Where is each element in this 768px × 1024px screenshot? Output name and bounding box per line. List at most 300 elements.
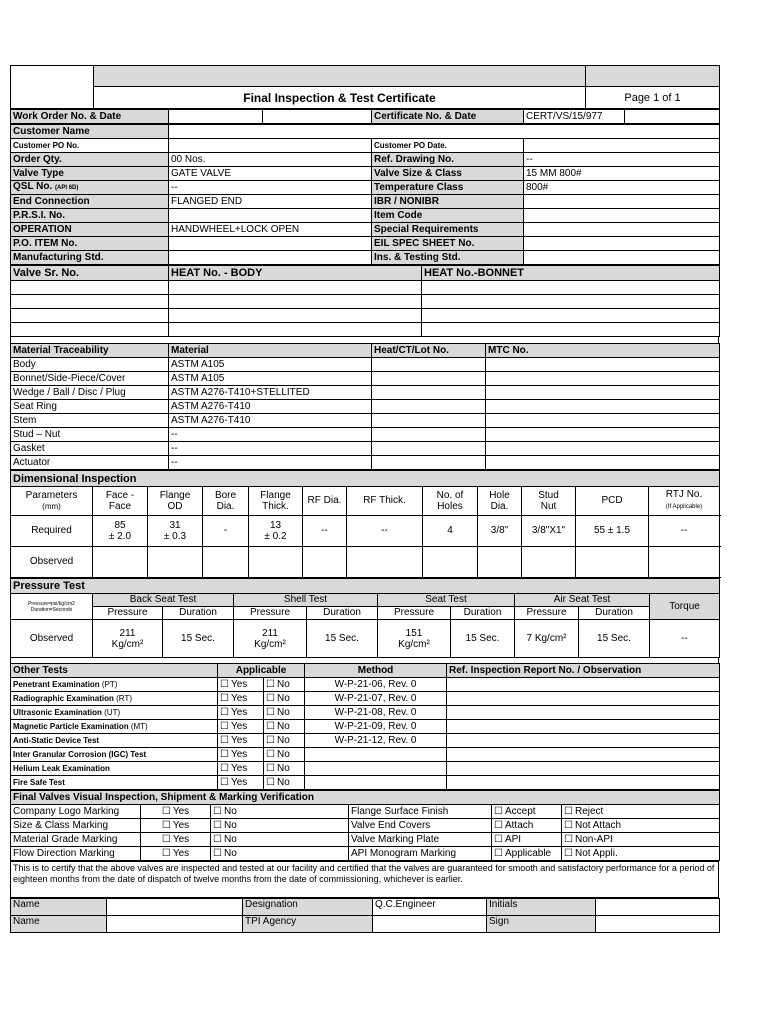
designation-label: Designation [243,899,373,916]
checkbox-icon: ☐ [213,833,222,845]
visual-option[interactable] [492,819,562,833]
mtc-cell[interactable] [486,358,720,372]
operation-label: OPERATION [11,223,169,237]
observed-cell[interactable] [249,547,303,578]
air-seat-header: Air Seat Test [515,594,650,607]
material-value[interactable]: ASTM A276-T410+STELLITED [169,386,372,400]
mtc-cell[interactable] [486,442,720,456]
serial-cell[interactable] [11,281,169,295]
visual-left-label: Company Logo Marking [11,805,141,819]
test-name-text: Radiographic Examination [13,693,114,703]
checkbox-icon: ☐ [564,819,573,831]
qsl-label [11,181,169,195]
required-value[interactable] [148,516,203,547]
option-label: Non-API [574,833,613,845]
observed-cell[interactable] [478,547,522,578]
header-fields [10,109,720,124]
certify-table [10,861,719,898]
pressure-value[interactable] [234,620,307,658]
pressure-num: 151 [405,627,423,639]
option-label: Yes [172,847,190,859]
tpi-agency-label: TPI Agency [243,916,373,933]
material-value[interactable]: -- [169,442,372,456]
checkbox-icon: ☐ [266,706,275,718]
duration-value[interactable]: 15 Sec. [451,620,515,658]
observed-cell[interactable] [303,547,347,578]
dim-col-l2: Holes [437,501,463,512]
pressure-value[interactable]: 7 Kg/cm² [515,620,579,658]
mfg-std-label: Manufacturing Std. [11,251,169,265]
test-method [305,762,447,776]
dim-col-l2: Face [108,501,132,512]
torque-header: Torque [650,594,720,620]
required-l2: ± 2.0 [108,531,132,542]
checkbox-icon: ☐ [266,692,275,704]
checkbox-icon: ☐ [161,805,171,817]
yes-checkbox[interactable] [218,748,264,762]
dim-col-l2: (If Applicable) [665,504,703,510]
yes-label: Yes [230,678,248,690]
dim-col-l1: RTJ No. [665,489,703,500]
ref-report-cell[interactable] [447,692,720,706]
mfg-std-value[interactable] [169,251,372,265]
eil-label: EIL SPEC SHEET No. [372,237,524,251]
customer-po-value[interactable] [169,139,372,153]
heat-bonnet-header: HEAT No.-BONNET [422,266,720,281]
temp-class-value[interactable]: 800# [524,181,720,195]
material-value[interactable]: ASTM A276-T410 [169,400,372,414]
ibr-value[interactable] [524,195,720,209]
eil-value[interactable] [524,237,720,251]
torque-value[interactable]: -- [650,620,720,658]
observed-cell[interactable] [649,547,720,578]
pressure-unit: Kg/cm² [111,638,144,650]
valve-size-value[interactable]: 15 MM 800# [524,167,720,181]
visual-option[interactable] [141,833,211,847]
po-item-label: P.O. ITEM No. [11,237,169,251]
visual-option[interactable] [211,805,349,819]
yes-label: Yes [230,762,248,774]
test-name [11,748,218,762]
no-label: No [276,734,290,746]
observed-label: Observed [11,547,93,578]
yes-checkbox[interactable] [218,734,264,748]
visual-option[interactable] [562,833,720,847]
qsl-label-text: QSL No. [13,181,53,192]
mtc-cell[interactable] [486,428,720,442]
required-l2: ± 0.3 [163,531,187,542]
header-fields-2 [10,124,720,265]
item-code-value[interactable] [524,209,720,223]
sign-label: Sign [487,916,596,933]
test-name-text: Penetrant Examination [13,679,100,689]
observed-cell[interactable] [522,547,576,578]
sign-field[interactable] [596,916,720,933]
option-label: Attach [504,819,534,831]
duration-col: Duration [163,607,234,620]
dimensional-title: Dimensional Inspection [11,471,720,487]
pressure-col: Pressure [515,607,579,620]
page-title: Final Inspection & Test Certificate [94,87,586,109]
dim-col-l2: Dia. [216,501,235,512]
material-header-mtc: MTC No. [486,344,720,358]
observed-cell[interactable] [423,547,478,578]
heat-lot-cell[interactable] [372,456,486,470]
checkbox-icon: ☐ [220,678,229,690]
visual-left-label: Size & Class Marking [11,819,141,833]
duration-col: Duration [451,607,515,620]
material-value[interactable]: ASTM A276-T410 [169,414,372,428]
test-name [11,762,218,776]
work-order-date[interactable] [263,110,372,124]
ref-drawing-label: Ref. Drawing No. [372,153,524,167]
valve-type-value[interactable]: GATE VALVE [169,167,372,181]
duration-col: Duration [579,607,650,620]
mtc-cell[interactable] [486,372,720,386]
heat-lot-cell[interactable] [372,400,486,414]
heat-bonnet-cell[interactable] [422,323,720,337]
duration-value[interactable]: 15 Sec. [307,620,378,658]
option-label: No [223,847,237,859]
test-name-text: Helium Leak Examination [13,763,110,773]
dim-col-l1: Hole [489,490,510,501]
mtc-cell[interactable] [486,456,720,470]
option-label: Applicable [504,847,552,859]
yes-checkbox[interactable] [218,720,264,734]
checkbox-icon: ☐ [220,762,229,774]
dim-col-l1: Bore [214,490,237,501]
customer-po-date-value[interactable] [524,139,720,153]
ins-std-label: Ins. & Testing Std. [372,251,524,265]
required-value[interactable]: 3/8" [478,516,522,547]
pressure-observed-label: Observed [11,620,93,658]
visual-title: Final Valves Visual Inspection, Shipment & Marking Verification [11,791,720,805]
pressure-col: Pressure [93,607,163,620]
logo-area [11,66,94,109]
heat-lot-cell[interactable] [372,386,486,400]
heat-lot-cell[interactable] [372,428,486,442]
ref-report-cell[interactable] [447,678,720,692]
required-l1: 85 [114,520,126,531]
dim-col-header [522,487,576,516]
visual-option[interactable] [492,847,562,861]
operation-value[interactable]: HANDWHEEL+LOCK OPEN [169,223,372,237]
checkbox-icon: ☐ [220,706,229,718]
qsl-value[interactable]: -- [169,181,372,195]
dim-col-l2: Dia. [490,501,509,512]
required-value[interactable]: 4 [423,516,478,547]
material-header-material: Material [169,344,372,358]
material-value[interactable]: ASTM A105 [169,358,372,372]
visual-option[interactable] [492,805,562,819]
option-label: No [223,819,237,831]
dim-col-l1: Flange [260,490,291,501]
no-label: No [276,692,290,704]
shell-test-header: Shell Test [234,594,378,607]
visual-option[interactable] [562,819,720,833]
material-part: Wedge / Ball / Disc / Plug [11,386,169,400]
no-checkbox[interactable] [264,748,305,762]
test-name-text: Magnetic Particle Examination [13,721,129,731]
checkbox-icon: ☐ [494,819,503,831]
material-header-heat: Heat/CT/Lot No. [372,344,486,358]
material-part: Stem [11,414,169,428]
test-method [305,748,447,762]
dim-col-header [203,487,249,516]
no-checkbox[interactable] [264,692,305,706]
ref-report-cell[interactable] [447,706,720,720]
yes-checkbox[interactable] [218,706,264,720]
ref-report-cell[interactable] [447,776,720,790]
certificate-label: Certificate No. & Date [372,110,524,124]
required-l1: 13 [269,520,282,531]
dim-col-header [347,487,423,516]
checkbox-icon: ☐ [213,819,222,831]
observed-cell[interactable] [93,547,148,578]
no-label: No [276,776,290,788]
heat-body-cell[interactable] [169,309,422,323]
qc-engineer-value: Q.C.Engineer [373,899,487,916]
material-header-part: Material Traceability [11,344,169,358]
dim-col-l1: Flange [159,490,191,501]
checkbox-icon: ☐ [161,833,171,845]
name-label: Name [11,899,107,916]
visual-right-label: API Monogram Marking [349,847,492,861]
required-value[interactable]: 55 ± 1.5 [576,516,649,547]
test-name [11,692,218,706]
initials-label: Initials [487,899,596,916]
material-part: Bonnet/Side-Piece/Cover [11,372,169,386]
required-value[interactable] [249,516,303,547]
heat-body-cell[interactable] [169,281,422,295]
option-label: Yes [172,819,190,831]
dim-col-header [423,487,478,516]
ref-report-cell[interactable] [447,748,720,762]
params-unit: (mm) [42,502,61,511]
pressure-value[interactable] [378,620,451,658]
serial-cell[interactable] [11,295,169,309]
pressure-num: 211 [119,627,136,639]
dim-col-header [148,487,203,516]
visual-option[interactable] [562,847,720,861]
no-checkbox[interactable] [264,762,305,776]
yes-label: Yes [230,734,248,746]
heat-lot-cell[interactable] [372,372,486,386]
test-method: W-P-21-06, Rev. 0 [305,678,447,692]
order-qty-value[interactable]: 00 Nos. [169,153,372,167]
visual-option[interactable] [141,805,211,819]
visual-left-label: Flow Direction Marking [11,847,141,861]
heat-body-header: HEAT No. - BODY [169,266,422,281]
test-abbr: (IGC) Test [108,749,147,759]
yes-checkbox[interactable] [218,762,264,776]
name-field[interactable] [107,916,243,933]
no-checkbox[interactable] [264,776,305,790]
visual-option[interactable] [492,833,562,847]
test-name-text: Ultrasonic Examination [13,707,102,717]
dim-col-l1: RF Thick. [363,495,406,506]
no-checkbox[interactable] [264,734,305,748]
po-item-value[interactable] [169,237,372,251]
other-tests-header: Other Tests [11,664,218,678]
visual-option[interactable] [141,819,211,833]
pressure-title: Pressure Test [11,579,720,594]
customer-name-label: Customer Name [11,125,169,139]
customer-po-date-label: Customer PO Date. [372,139,524,153]
checkbox-icon: ☐ [266,762,275,774]
yes-checkbox[interactable] [218,678,264,692]
dim-col-l1: RF Dia. [307,495,342,506]
pressure-col: Pressure [234,607,307,620]
signature-table [10,898,720,933]
required-value[interactable]: 3/8"X1" [522,516,576,547]
pressure-num: 211 [262,627,278,639]
material-value[interactable]: -- [169,428,372,442]
option-label: Yes [172,805,190,817]
mtc-cell[interactable] [486,400,720,414]
heat-bonnet-cell[interactable] [422,295,720,309]
heat-lot-cell[interactable] [372,442,486,456]
material-part: Body [11,358,169,372]
heat-lot-cell[interactable] [372,358,486,372]
end-conn-value[interactable]: FLANGED END [169,195,372,209]
visual-option[interactable] [211,833,349,847]
no-checkbox[interactable] [264,720,305,734]
visual-option[interactable] [211,819,349,833]
dim-col-header [649,487,720,516]
checkbox-icon: ☐ [564,847,573,859]
pressure-unit: Kg/cm² [398,638,430,650]
test-method: W-P-21-09, Rev. 0 [305,720,447,734]
option-label: API [504,833,522,845]
no-label: No [276,720,290,732]
customer-name-value[interactable] [169,125,720,139]
test-method: W-P-21-07, Rev. 0 [305,692,447,706]
dim-col-l1: PCD [601,495,623,506]
ins-std-value[interactable] [524,251,720,265]
required-l2: ± 0.2 [264,531,287,542]
dimensional-table [10,470,720,578]
visual-option[interactable] [211,847,349,861]
yes-label: Yes [230,720,248,732]
required-value[interactable]: - [203,516,249,547]
checkbox-icon: ☐ [213,805,222,817]
heat-body-cell[interactable] [169,323,422,337]
test-name [11,734,218,748]
checkbox-icon: ☐ [494,847,503,859]
material-part: Stud – Nut [11,428,169,442]
page-number: Page 1 of 1 [586,87,720,109]
test-name-text: Anti-Static Device Test [13,735,100,745]
test-abbr: (UT) [104,707,121,717]
ref-report-cell[interactable] [447,762,720,776]
duration-value[interactable]: 15 Sec. [163,620,234,658]
dim-col-header [478,487,522,516]
heat-bonnet-cell[interactable] [422,281,720,295]
duration-value[interactable]: 15 Sec. [579,620,650,658]
special-req-value[interactable] [524,223,720,237]
initials-field[interactable] [596,899,720,916]
observed-cell[interactable] [576,547,649,578]
observed-cell[interactable] [203,547,249,578]
serial-cell[interactable] [11,323,169,337]
yes-label: Yes [230,692,248,704]
title-top-bar [94,66,586,87]
back-seat-header: Back Seat Test [93,594,234,607]
material-value[interactable]: -- [169,456,372,470]
checkbox-icon: ☐ [220,692,229,704]
visual-right-label: Flange Surface Finish [349,805,492,819]
dim-col-header [93,487,148,516]
certificate-value[interactable]: CERT/VS/15/977 [524,110,625,124]
observed-cell[interactable] [347,547,423,578]
applicable-header: Applicable [218,664,305,678]
ref-drawing-value[interactable]: -- [524,153,720,167]
heat-lot-cell[interactable] [372,414,486,428]
visual-option[interactable] [141,847,211,861]
no-checkbox[interactable] [264,706,305,720]
mtc-cell[interactable] [486,386,720,400]
work-order-value[interactable] [169,110,263,124]
test-name [11,706,218,720]
required-value[interactable]: -- [347,516,423,547]
heat-body-cell[interactable] [169,295,422,309]
ibr-label: IBR / NONIBR [372,195,524,209]
certificate-date[interactable] [625,110,720,124]
no-checkbox[interactable] [264,678,305,692]
ref-report-cell[interactable] [447,720,720,734]
work-order-label: Work Order No. & Date [11,110,169,124]
yes-checkbox[interactable] [218,692,264,706]
name-field[interactable] [107,899,243,916]
ref-report-cell[interactable] [447,734,720,748]
dim-col-l2: Thick. [262,501,289,512]
serial-cell[interactable] [11,309,169,323]
seat-test-header: Seat Test [378,594,515,607]
checkbox-icon: ☐ [220,734,229,746]
prsi-value[interactable] [169,209,372,223]
dim-col-l1: Stud [538,490,559,501]
observed-cell[interactable] [148,547,203,578]
yes-label: Yes [230,706,248,718]
required-value[interactable] [93,516,148,547]
heat-bonnet-cell[interactable] [422,309,720,323]
pressure-col: Pressure [378,607,451,620]
checkbox-icon: ☐ [564,805,573,817]
yes-checkbox[interactable] [218,776,264,790]
test-name-text: Inter Granular Corrosion [13,749,107,759]
tpi-agency-field[interactable] [373,916,487,933]
method-header: Method [305,664,447,678]
pressure-unit-note [11,594,93,620]
required-value[interactable]: -- [649,516,720,547]
option-label: Not Attach [574,819,622,831]
dim-col-header [249,487,303,516]
dim-col-l2: OD [167,501,183,512]
checkbox-icon: ☐ [220,748,229,760]
page-top-bar [586,66,720,87]
checkbox-icon: ☐ [494,805,503,817]
test-name [11,776,218,790]
material-part: Seat Ring [11,400,169,414]
visual-option[interactable] [562,805,720,819]
mtc-cell[interactable] [486,414,720,428]
visual-left-label: Material Grade Marking [11,833,141,847]
pressure-value[interactable] [93,620,163,658]
material-value[interactable]: ASTM A105 [169,372,372,386]
checkbox-icon: ☐ [494,833,503,845]
required-value[interactable]: -- [303,516,347,547]
